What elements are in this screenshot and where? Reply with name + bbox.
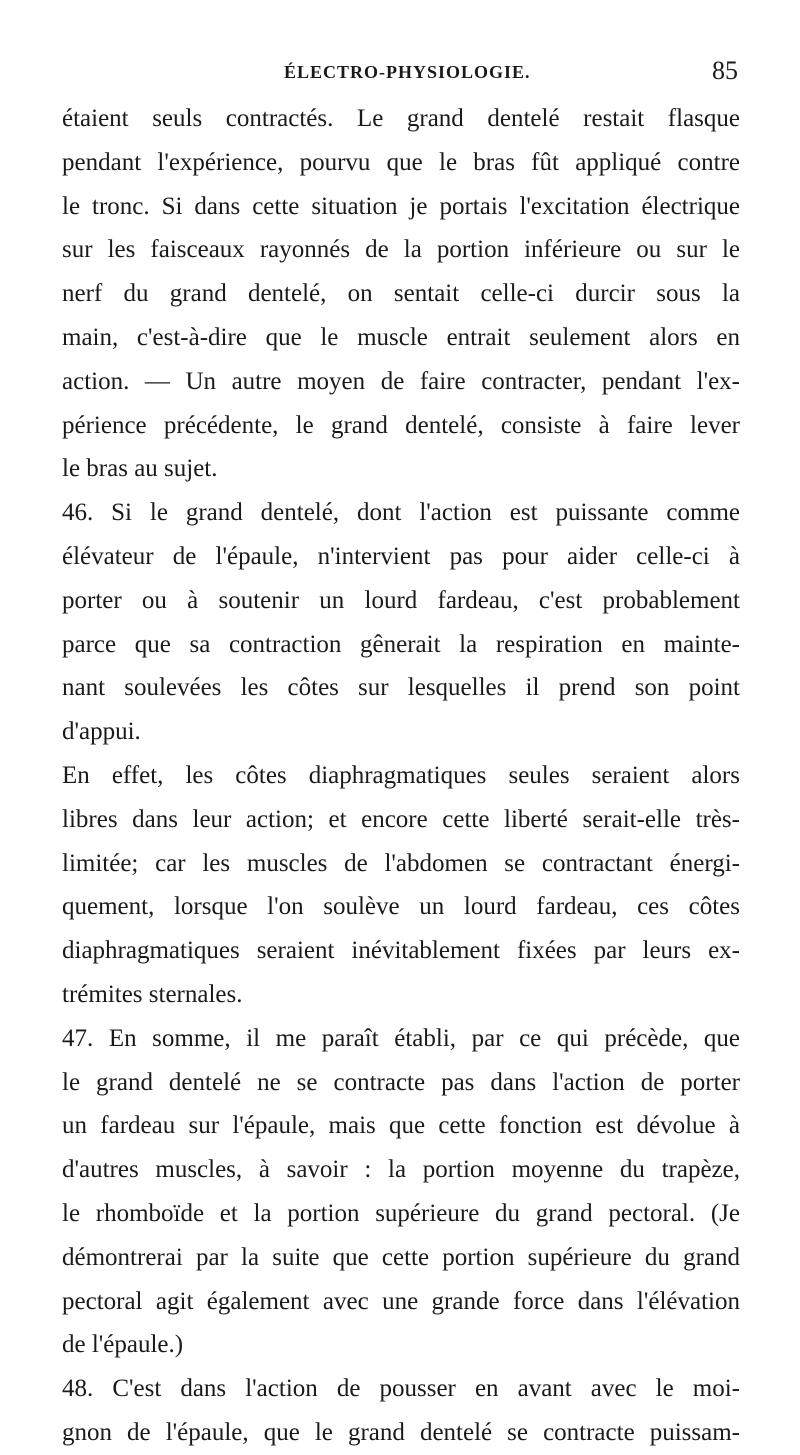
text-line: parce que sa contraction gênerait la respiration en mainte- (62, 630, 740, 658)
text-line: limitée; car les muscles de l'abdomen se contractant énergi- (62, 849, 740, 877)
running-title: ÉLECTRO-PHYSIOLOGIE. (284, 62, 531, 82)
page-header (0, 56, 800, 90)
text-line: pectoral agit également avec une grande force dans l'élévation (62, 1287, 740, 1315)
text-line: libres dans leur action; et encore cette liberté serait-elle très- (62, 805, 740, 833)
text-line: un fardeau sur l'épaule, mais que cette fonction est dévolue à (62, 1112, 740, 1140)
text-line: sur les faisceaux rayonnés de la portion inférieure ou sur le (62, 236, 740, 264)
text-line: porter ou à soutenir un lourd fardeau, c'est probablement (62, 586, 740, 614)
paragraph-start: En effet, les côtes diaphragmatiques seules seraient alors (62, 761, 740, 789)
paragraph-47-start: 47. En somme, il me paraît établi, par ce qui précède, que (62, 1024, 740, 1052)
text-line: le rhomboïde et la portion supérieure du grand pectoral. (Je (62, 1199, 740, 1227)
paragraph-48-start: 48. C'est dans l'action de pousser en avant avec le moi- (62, 1375, 740, 1403)
paragraph-46-start: 46. Si le grand dentelé, dont l'action est puissante comme (62, 499, 740, 527)
text-line: nant soulevées les côtes sur lesquelles il prend son point (62, 674, 740, 702)
text-line: trémites sternales. (62, 980, 243, 1008)
text-line: main, c'est-à-dire que le muscle entrait seulement alors en (62, 323, 740, 351)
text-line: diaphragmatiques seraient inévitablement fixées par leurs ex- (62, 937, 740, 965)
text-line: le grand dentelé ne se contracte pas dans l'action de porter (62, 1068, 740, 1096)
text-line: de l'épaule.) (62, 1331, 184, 1359)
text-line: le tronc. Si dans cette situation je portais l'excitation électrique (62, 192, 740, 220)
text-line: nerf du grand dentelé, on sentait celle-ci durcir sous la (62, 280, 740, 308)
text-line: périence précédente, le grand dentelé, consiste à faire lever (62, 411, 740, 439)
text-line: étaient seuls contractés. Le grand dentelé restait flasque (62, 105, 740, 132)
text-line: action. — Un autre moyen de faire contracter, pendant l'ex- (62, 367, 740, 395)
text-line: d'appui. (62, 718, 141, 746)
body-text (62, 97, 740, 1455)
text-line: démontrerai par la suite que cette portion supérieure du grand (62, 1243, 740, 1271)
text-line: d'autres muscles, à savoir : la portion moyenne du trapèze, (62, 1156, 740, 1184)
text-line: pendant l'expérience, pourvu que le bras fût appliqué contre (62, 148, 740, 176)
text-line: élévateur de l'épaule, n'intervient pas pour aider celle-ci à (62, 542, 740, 570)
text-line: gnon de l'épaule, que le grand dentelé se contracte puissam- (62, 1418, 740, 1446)
text-line: quement, lorsque l'on soulève un lourd fardeau, ces côtes (62, 893, 740, 921)
text-line: le bras au sujet. (62, 455, 218, 483)
page-number: 85 (712, 56, 738, 85)
